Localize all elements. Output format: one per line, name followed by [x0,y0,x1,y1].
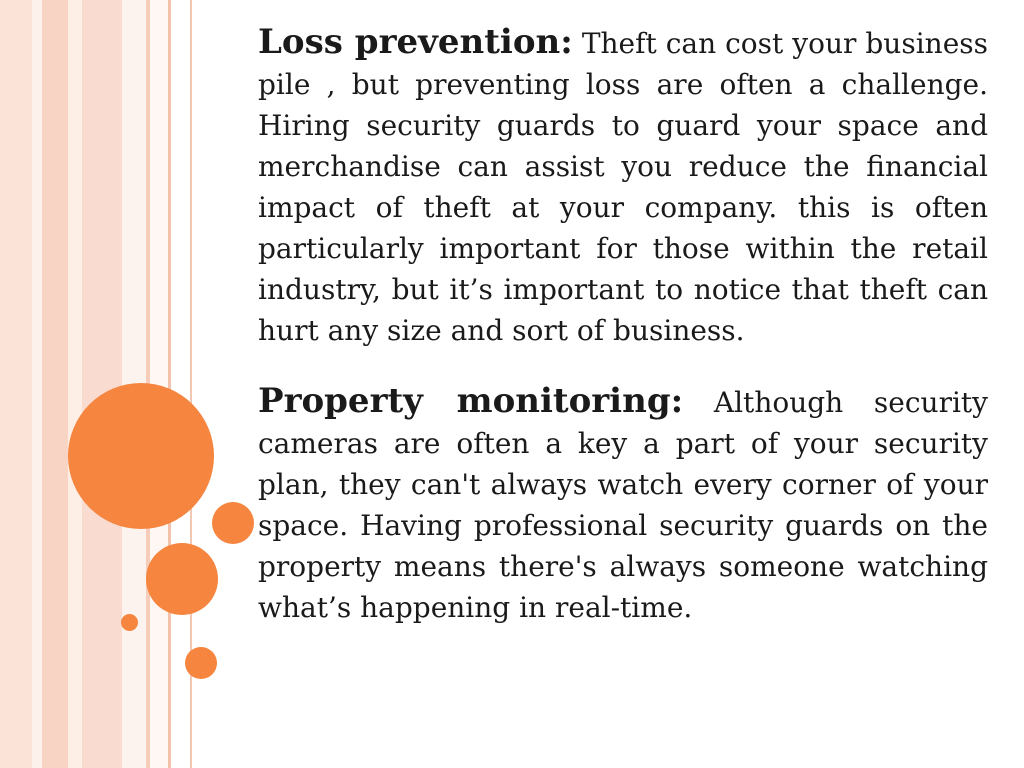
decorative-circle-medium [146,543,218,615]
decorative-stripe [68,0,82,768]
section-body: Although security cameras are often a key a part of your security plan, they can't always watch every corner of your space. Having professional security guards on the property means there's always someone watching what’s happening in real-time. [258,386,988,624]
decorative-stripe [168,0,171,768]
decorative-circle-small [185,647,217,679]
section-body: Theft can cost your business pile , but preventing loss are often a challenge. Hiring security guards to guard your space and merchandise can assist you reduce the financial impact of theft at your company. this is often particularly important for those within the retail industry, but it’s important to notice that theft can hurt any size and sort of business. [258,27,989,347]
decorative-circle-small [212,502,254,544]
decorative-dot [121,614,138,631]
section-heading: Loss prevention: [258,22,573,62]
section-heading: Property monitoring: [258,381,684,421]
decorative-stripe [82,0,122,768]
slide-content [258,22,988,628]
decorative-circle-large [68,383,214,529]
paragraph-property-monitoring [258,381,988,628]
decorative-stripe [42,0,68,768]
decorative-stripe [32,0,42,768]
paragraph-loss-prevention [258,22,988,351]
decorative-stripe [0,0,32,768]
